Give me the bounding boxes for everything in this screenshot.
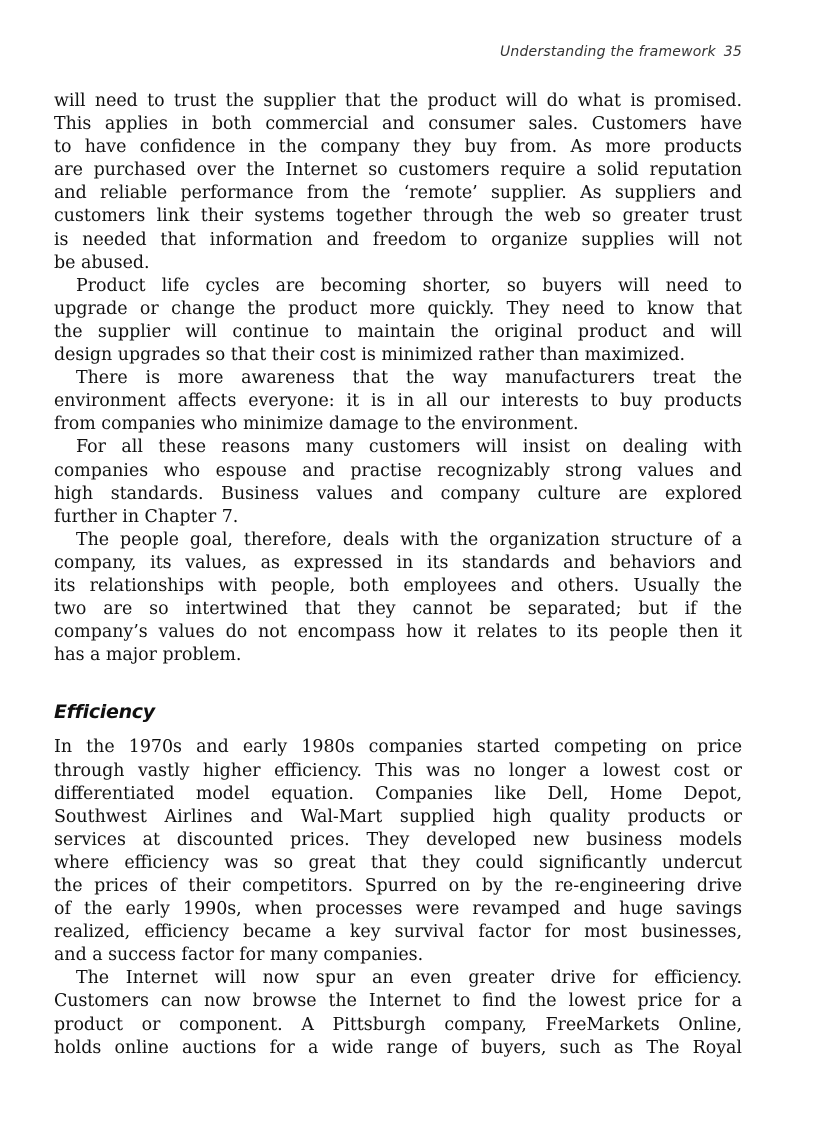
page-body xyxy=(54,90,742,1060)
paragraph xyxy=(54,967,742,1059)
text-line: two are so intertwined that they cannot be separated; but if the xyxy=(54,599,742,620)
section-efficiency xyxy=(54,736,742,1059)
text-line: company, its values, as expressed in its standards and behaviors and xyxy=(54,552,742,573)
text-line: services at discounted prices. They developed new business models xyxy=(54,829,742,850)
text-line: differentiated model equation. Companies like Dell, Home Depot, xyxy=(54,783,742,804)
running-header-title: Understanding the framework xyxy=(499,44,716,60)
text-line: will need to trust the supplier that the product will do what is promised. xyxy=(54,91,742,111)
paragraph xyxy=(54,275,742,367)
text-line: and reliable performance from the ‘remote’ supplier. As suppliers and xyxy=(54,183,742,204)
text-line: Southwest Airlines and Wal-Mart supplied high quality products or xyxy=(54,806,742,827)
text-line: companies who espouse and practise recognizably strong values and xyxy=(54,460,742,481)
text-line: The people goal, therefore, deals with the organization structure of a xyxy=(76,529,742,550)
text-line: In the 1970s and early 1980s companies started competing on price xyxy=(54,737,742,758)
text-line: Product life cycles are becoming shorter, so buyers will need to xyxy=(76,275,742,296)
running-header xyxy=(500,44,742,60)
text-line: and a success factor for many companies. xyxy=(54,945,424,966)
text-line: environment affects everyone: it is in all our interests to buy products xyxy=(54,391,742,412)
text-line: from companies who minimize damage to the environment. xyxy=(54,414,579,435)
text-line: of the early 1990s, when processes were revamped and huge savings xyxy=(54,899,742,920)
text-line: Customers can now browse the Internet to find the lowest price for a xyxy=(54,991,742,1012)
text-line: through vastly higher efficiency. This was no longer a lowest cost or xyxy=(54,760,742,781)
section-people-goal xyxy=(54,90,742,667)
text-line: has a major problem. xyxy=(54,645,242,666)
text-line: For all these reasons many customers will insist on dealing with xyxy=(76,437,742,458)
text-line: the prices of their competitors. Spurred on by the re-engineering drive xyxy=(54,876,742,896)
text-line: company’s values do not encompass how it relates to its people then it xyxy=(54,622,742,643)
page-number: 35 xyxy=(723,44,742,60)
text-line: to have confidence in the company they buy from. As more products xyxy=(54,137,742,158)
text-line: realized, efficiency became a key survival factor for most businesses, xyxy=(54,922,742,943)
text-line: upgrade or change the product more quickly. They need to know that xyxy=(54,298,742,319)
text-line: The Internet will now spur an even greater drive for efficiency. xyxy=(76,968,742,989)
text-line: are purchased over the Internet so customers require a solid reputation xyxy=(54,160,742,181)
text-line: be abused. xyxy=(54,252,150,273)
paragraph xyxy=(54,367,742,436)
paragraph xyxy=(54,736,742,967)
text-line: is needed that information and freedom to organize supplies will not xyxy=(54,229,742,250)
text-line: its relationships with people, both employees and others. Usually the xyxy=(54,575,742,596)
section-heading-efficiency: Efficiency xyxy=(54,701,155,724)
text-line: This applies in both commercial and consumer sales. Customers have xyxy=(54,114,742,135)
text-line: further in Chapter 7. xyxy=(54,506,239,527)
paragraph xyxy=(54,529,742,668)
text-line: customers link their systems together through the web so greater trust xyxy=(54,206,742,227)
text-line: holds online auctions for a wide range of buyers, such as The Royal xyxy=(54,1037,742,1058)
paragraph xyxy=(54,90,742,275)
paragraph xyxy=(54,436,742,528)
text-line: where efficiency was so great that they could significantly undercut xyxy=(54,852,742,873)
text-line: design upgrades so that their cost is minimized rather than maximized. xyxy=(54,345,686,366)
text-line: There is more awareness that the way manufacturers treat the xyxy=(76,368,742,389)
text-line: high standards. Business values and company culture are explored xyxy=(54,483,742,504)
text-line: product or component. A Pittsburgh company, FreeMarkets Online, xyxy=(54,1014,742,1035)
text-line: the supplier will continue to maintain the original product and will xyxy=(54,321,742,342)
